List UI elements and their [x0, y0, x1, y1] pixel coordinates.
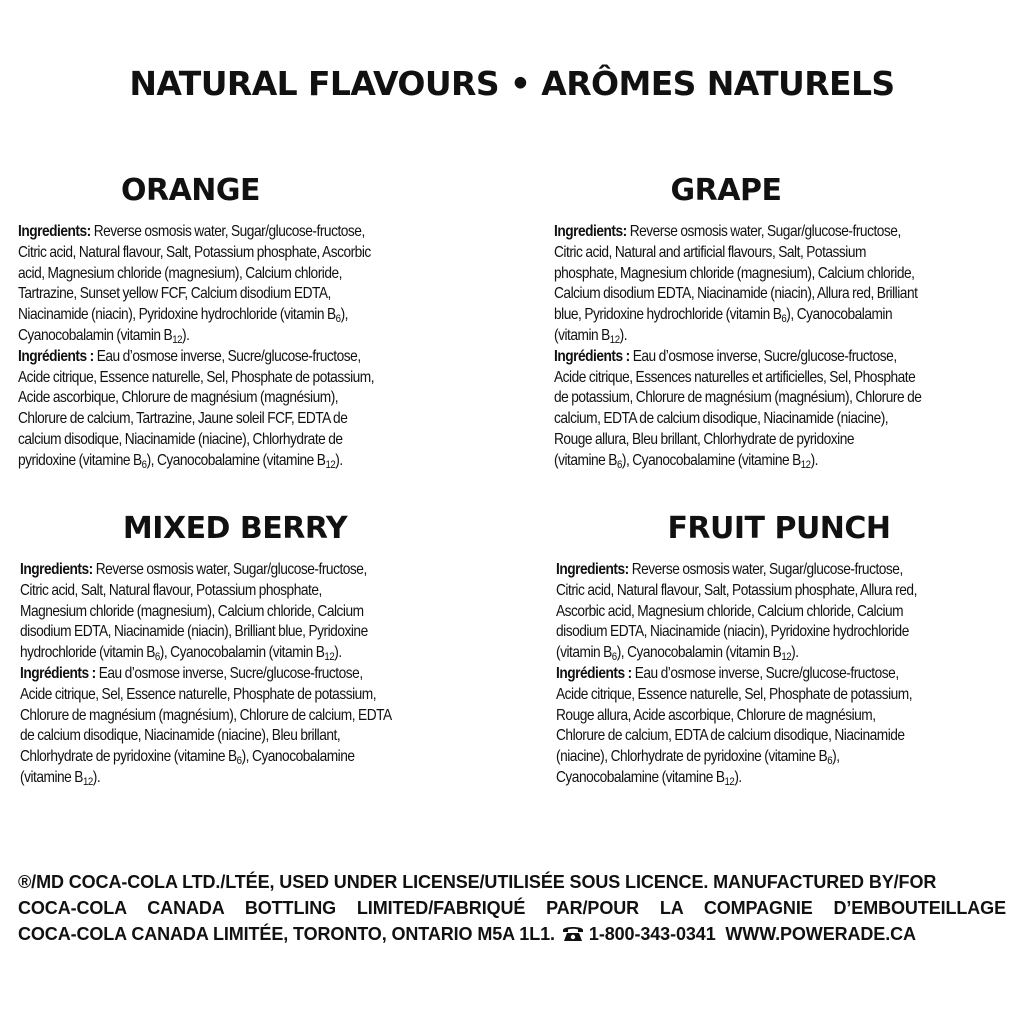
ingredients-label-en: Ingredients:	[556, 561, 629, 578]
ingredient-text: blue, Pyridoxine hydrochloride (vitamin B	[554, 306, 782, 324]
ingredients-grape	[554, 222, 1024, 472]
legal-footer	[18, 869, 1006, 947]
ingredient-text: ).	[182, 326, 190, 344]
ingredient-line: Chlorure de magnésium (magnésium), Chlorure de calcium, EDTA	[20, 706, 392, 724]
ingredient-line	[18, 326, 488, 347]
ingredient-line: Chlorure de calcium, EDTA de calcium disodique, Niacinamide	[556, 727, 905, 745]
subscript: 12	[324, 651, 335, 664]
flavour-panel-fruit-punch	[556, 509, 1024, 789]
telephone-icon	[561, 924, 585, 942]
footer-website: WWW.POWERADE.CA	[725, 924, 916, 944]
page-title: NATURAL FLAVOURS • ARÔMES NATURELS	[129, 64, 895, 103]
ingredient-text: Niacinamide (niacin), Pyridoxine hydrochloride (vitamin B	[18, 306, 336, 324]
ingredient-line: calcium disodique, Niacinamide (niacine), Chlorhydrate de	[18, 430, 343, 448]
ingredient-text: (vitamin B	[554, 326, 610, 344]
ingredient-text: ).	[791, 644, 799, 662]
ingredients-label-en: Ingredients:	[20, 561, 93, 578]
ingredient-line: acid, Magnesium chloride (magnesium), Calcium chloride,	[18, 264, 342, 282]
flavour-panel-mixed-berry	[20, 509, 490, 789]
subscript: 12	[800, 458, 811, 471]
ingredient-line: Magnesium chloride (magnesium), Calcium chloride, Calcium	[20, 602, 364, 620]
ingredient-text: ), Cyanocobalamin (vitamin B	[159, 644, 325, 662]
ingredient-line	[20, 768, 490, 789]
ingredient-text: Eau d’osmose inverse, Sucre/glucose-fructose,	[632, 347, 897, 365]
ingredient-text: Reverse osmosis water, Sugar/glucose-fructose,	[629, 223, 901, 240]
ingredient-text: (vitamin B	[556, 644, 612, 662]
ingredient-text: Reverse osmosis water, Sugar/glucose-fructose,	[93, 223, 365, 240]
subscript: 6	[141, 458, 147, 471]
ingredient-text: ).	[734, 768, 742, 786]
ingredients-mixed-berry	[20, 560, 490, 789]
flavour-panel-grape	[554, 171, 1024, 472]
ingredient-line: disodium EDTA, Niacinamide (niacin), Brilliant blue, Pyridoxine	[20, 623, 368, 641]
ingredient-text: ), Cyanocobalamine (vitamine B	[146, 451, 326, 469]
subscript: 12	[724, 775, 735, 788]
ingredient-line: Acide citrique, Sel, Essence naturelle, Phosphate de potassium,	[20, 685, 377, 703]
ingredient-text: ), Cyanocobalamin	[786, 306, 893, 324]
ingredient-line	[556, 768, 1024, 789]
ingredient-text: ),	[340, 306, 349, 324]
ingredient-text: ), Cyanocobalamin (vitamin B	[616, 644, 782, 662]
ingredient-text: Reverse osmosis water, Sugar/glucose-fructose,	[631, 561, 903, 578]
ingredient-line: phosphate, Magnesium chloride (magnesium), Calcium chloride,	[554, 264, 915, 282]
footer-address: COCA-COLA CANADA LIMITÉE, TORONTO, ONTARIO M5A 1L1.	[18, 924, 555, 944]
ingredient-line: Rouge allura, Bleu brillant, Chlorhydrate de pyridoxine	[554, 430, 855, 448]
ingredients-label-en: Ingredients:	[18, 223, 91, 240]
ingredient-text: ), Cyanocobalamine (vitamine B	[621, 451, 801, 469]
ingredient-line: de calcium disodique, Niacinamide (niacine), Bleu brillant,	[20, 727, 341, 745]
ingredient-line	[556, 664, 1024, 685]
ingredient-text: ),	[832, 748, 840, 766]
ingredient-line	[20, 747, 490, 768]
ingredient-line: Chlorure de calcium, Tartrazine, Jaune soleil FCF, EDTA de	[18, 410, 348, 428]
ingredient-text: Eau d’osmose inverse, Sucre/glucose-fructose,	[96, 347, 361, 365]
ingredient-line	[554, 222, 1024, 243]
ingredient-line: Citric acid, Salt, Natural flavour, Potassium phosphate,	[20, 581, 322, 599]
footer-line-manufacturer: COCA-COLA CANADA BOTTLING LIMITED/FABRIQUÉ PAR/POUR LA COMPAGNIE D’EMBOUTEILLAGE	[18, 898, 1006, 918]
subscript: 12	[82, 775, 93, 788]
ingredient-line: Citric acid, Natural and artificial flavours, Salt, Potassium	[554, 243, 866, 261]
ingredient-line	[20, 560, 490, 581]
subscript: 6	[611, 651, 617, 664]
ingredient-text: ).	[619, 326, 628, 344]
ingredient-text: (vitamine B	[554, 451, 617, 469]
ingredient-line	[556, 643, 1024, 664]
ingredient-line: Citric acid, Natural flavour, Salt, Potassium phosphate, Ascorbic	[18, 243, 371, 261]
ingredient-text: Eau d’osmose inverse, Sucre/glucose-fructose,	[634, 664, 899, 682]
ingredient-line: Calcium disodium EDTA, Niacinamide (niacin), Allura red, Brilliant	[554, 285, 918, 303]
footer-line-license: ®/MD COCA-COLA LTD./LTÉE, USED UNDER LICENSE/UTILISÉE SOUS LICENCE. MANUFACTURED BY/FOR	[18, 872, 937, 892]
ingredients-label-fr: Ingrédients :	[18, 347, 94, 365]
subscript: 12	[172, 333, 183, 346]
flavour-panel-orange	[18, 171, 488, 472]
ingredient-line	[18, 347, 488, 368]
subscript: 12	[609, 333, 620, 346]
ingredient-text: ).	[810, 451, 819, 469]
ingredient-line	[554, 305, 1024, 326]
ingredient-line: Acide citrique, Essence naturelle, Sel, Phosphate de potassium,	[556, 685, 913, 703]
subscript: 6	[827, 755, 833, 768]
ingredients-orange	[18, 222, 488, 472]
flavour-title-fruit-punch: FRUIT PUNCH	[667, 511, 891, 546]
ingredient-line	[18, 305, 488, 326]
ingredient-text: ), Cyanocobalamine	[241, 748, 355, 766]
ingredient-text: (niacine), Chlorhydrate de pyridoxine (vitamine B	[556, 748, 828, 766]
ingredient-text: Eau d’osmose inverse, Sucre/glucose-fructose,	[98, 664, 363, 682]
subscript: 6	[154, 651, 160, 664]
flavour-title-grape: GRAPE	[670, 173, 782, 208]
ingredient-line: Tartrazine, Sunset yellow FCF, Calcium disodium EDTA,	[18, 285, 331, 303]
ingredient-line	[554, 326, 1024, 347]
ingredient-text: Cyanocobalamin (vitamin B	[18, 326, 173, 344]
ingredient-line	[556, 560, 1024, 581]
ingredient-line	[556, 747, 1024, 768]
footer-phone: 1-800-343-0341	[588, 924, 716, 944]
ingredient-text: ).	[335, 451, 343, 469]
subscript: 6	[616, 458, 622, 471]
ingredient-text: Reverse osmosis water, Sugar/glucose-fructose,	[95, 561, 367, 578]
ingredient-line: disodium EDTA, Niacinamide (niacin), Pyridoxine hydrochloride	[556, 623, 909, 641]
ingredient-line	[18, 222, 488, 243]
ingredient-line: Ascorbic acid, Magnesium chloride, Calcium chloride, Calcium	[556, 602, 904, 620]
footer-line-contact	[18, 921, 1006, 947]
ingredient-line	[554, 451, 1024, 472]
ingredient-line: Acide citrique, Essences naturelles et artificielles, Sel, Phosphate	[554, 368, 916, 386]
flavour-title-orange: ORANGE	[120, 173, 261, 208]
ingredient-line	[20, 664, 490, 685]
subscript: 6	[781, 313, 787, 326]
ingredients-fruit-punch	[556, 560, 1024, 789]
ingredients-label-fr: Ingrédients :	[556, 664, 632, 682]
ingredient-line: calcium, EDTA de calcium disodique, Niacinamide (niacine),	[554, 410, 889, 428]
subscript: 12	[781, 651, 792, 664]
ingredients-label-en: Ingredients:	[554, 223, 627, 240]
ingredient-line: Citric acid, Natural flavour, Salt, Potassium phosphate, Allura red,	[556, 581, 917, 599]
ingredient-text: (vitamine B	[20, 768, 83, 786]
flavour-title-mixed-berry: MIXED BERRY	[122, 511, 348, 546]
ingredient-line	[18, 451, 488, 472]
ingredient-line	[554, 347, 1024, 368]
ingredient-line: Acide citrique, Essence naturelle, Sel, Phosphate de potassium,	[18, 368, 375, 386]
ingredient-text: hydrochloride (vitamin B	[20, 644, 155, 662]
ingredient-text: ).	[334, 644, 342, 662]
ingredient-line	[20, 643, 490, 664]
ingredient-text: Cyanocobalamine (vitamine B	[556, 768, 725, 786]
ingredients-label-fr: Ingrédients :	[554, 347, 630, 365]
ingredient-text: Chlorhydrate de pyridoxine (vitamine B	[20, 748, 237, 766]
ingredient-line: Acide ascorbique, Chlorure de magnésium (magnésium),	[18, 389, 339, 407]
subscript: 12	[325, 458, 336, 471]
ingredient-text: ).	[92, 768, 101, 786]
ingredient-line: de potassium, Chlorure de magnésium (magnésium), Chlorure de	[554, 389, 922, 407]
ingredients-label-fr: Ingrédients :	[20, 664, 96, 682]
ingredient-line: Rouge allura, Acide ascorbique, Chlorure de magnésium,	[556, 706, 876, 724]
subscript: 6	[335, 313, 341, 326]
ingredient-text: pyridoxine (vitamine B	[18, 451, 142, 469]
subscript: 6	[236, 755, 242, 768]
